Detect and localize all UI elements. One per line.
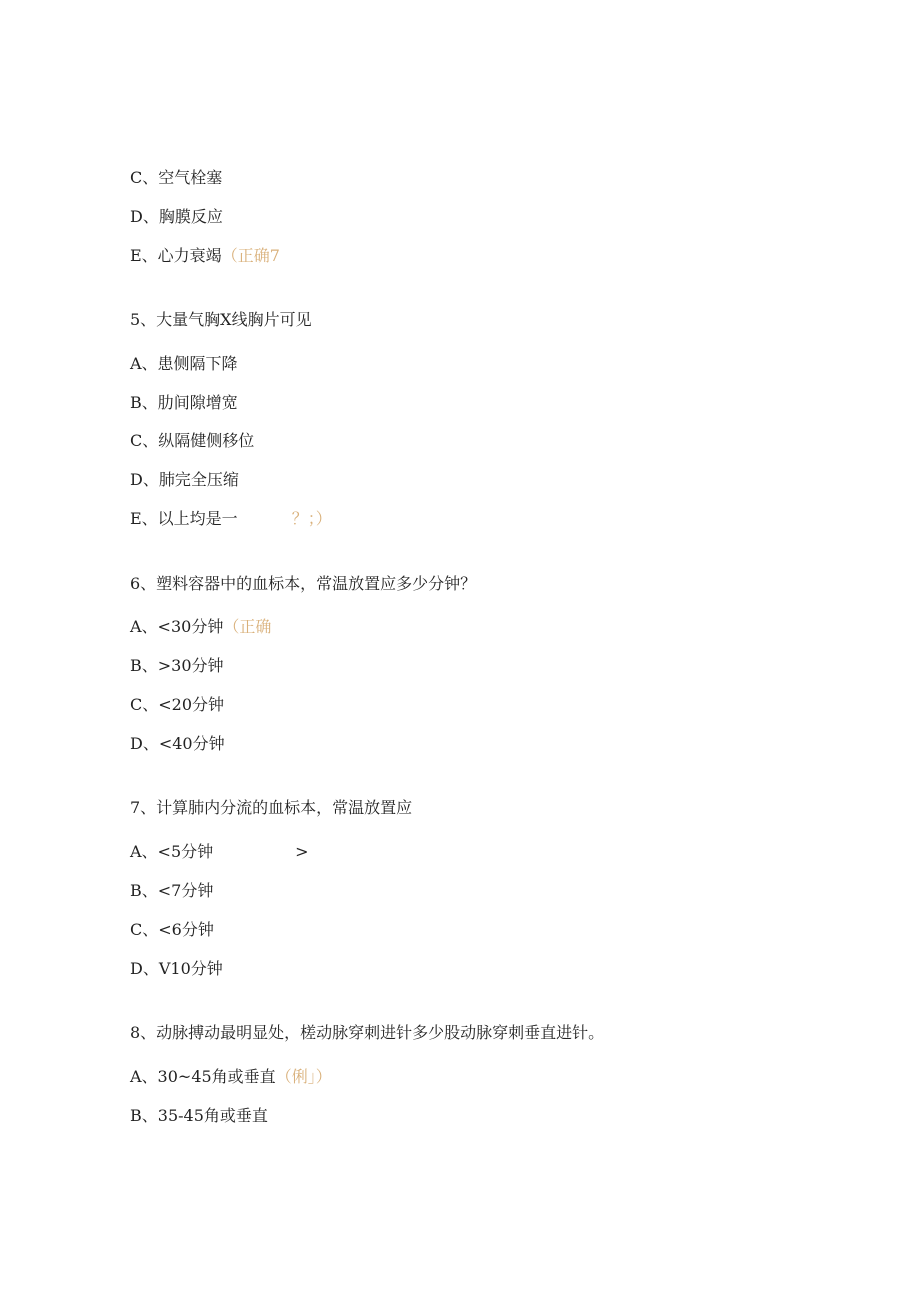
option-6a: A、<30分钟（正确 [130, 617, 272, 636]
option-8a: A、30~45角或垂直（俐」） [130, 1067, 332, 1086]
option-8b: B、35-45角或垂直 [130, 1106, 268, 1125]
option-5d: D、肺完全压缩 [130, 470, 239, 489]
option-5e: E、以上均是一 ？；） [130, 509, 332, 528]
question-8: 8、动脉搏动最明显处，槎动脉穿刺进针多少股动脉穿刺垂直进针。 [130, 1023, 605, 1042]
answer-annotation: （正确7 [221, 246, 280, 265]
option-5a: A、患侧隔下降 [130, 354, 238, 373]
option-6c: C、<20分钟 [130, 695, 225, 714]
option-7c: C、<6分钟 [130, 920, 214, 939]
option-7b: B、<7分钟 [130, 881, 214, 900]
answer-annotation: （俐」） [275, 1067, 332, 1086]
answer-annotation: > [295, 842, 309, 861]
question-7: 7、计算肺内分流的血标本，常温放置应 [130, 798, 413, 817]
question-6: 6、塑料容器中的血标本，常温放置应多少分钟？ [130, 574, 477, 593]
option-6d: D、<40分钟 [130, 734, 225, 753]
option-7a: A、<5分钟 > [130, 842, 309, 861]
option-6b: B、>30分钟 [130, 656, 224, 675]
answer-annotation: ？；） [291, 509, 332, 528]
answer-annotation: （正确 [223, 617, 272, 636]
option-4d: D、胸膜反应 [130, 207, 223, 226]
option-4c: C、空气栓塞 [130, 168, 223, 187]
question-5: 5、大量气胸X线胸片可见 [130, 310, 312, 329]
option-7d: D、V10分钟 [130, 959, 223, 978]
option-5b: B、肋间隙增宽 [130, 393, 238, 412]
option-5c: C、纵隔健侧移位 [130, 431, 255, 450]
option-4e: E、心力衰竭（正确7 [130, 246, 280, 265]
